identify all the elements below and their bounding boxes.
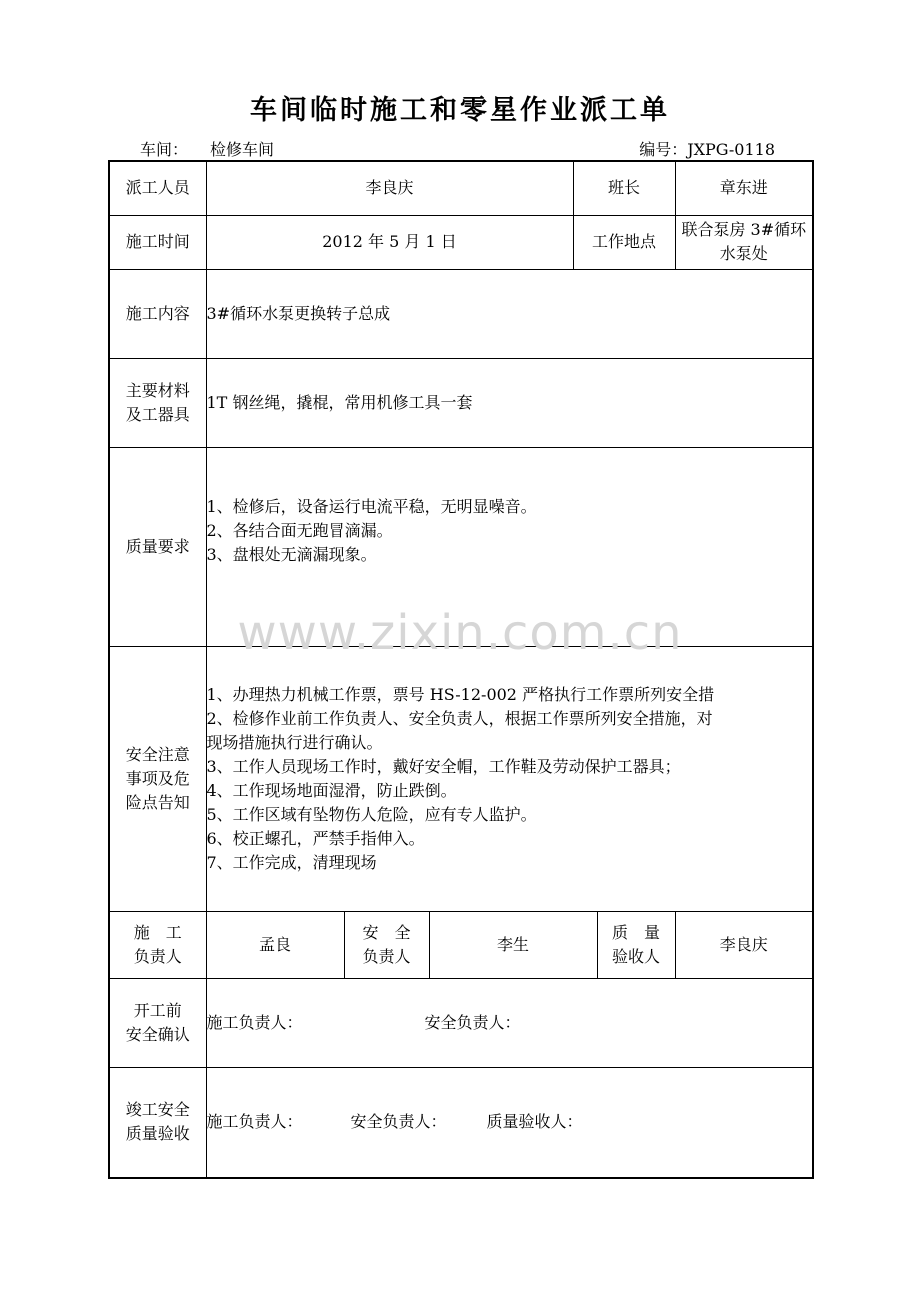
construction-time-value: 2012 年 5 月 1 日 <box>206 215 573 269</box>
page-title: 车间临时施工和零星作业派工单 <box>250 95 670 126</box>
quality-inspector-value: 李良庆 <box>675 911 813 978</box>
row-completion <box>109 1067 813 1178</box>
dispatch-form-table <box>108 160 814 1179</box>
row-responsible <box>109 911 813 978</box>
safety-line: 6、校正螺孔，严禁手指伸入。 <box>206 828 425 848</box>
number-value: JXPG-0118 <box>687 140 775 159</box>
materials-value: 1T 钢丝绳，撬棍，常用机修工具一套 <box>206 358 813 447</box>
completion-safety-lead-field: 安全负责人： <box>350 1112 447 1132</box>
safety-line: 1、办理热力机械工作票，票号 HS-12-002 严格执行工作票所列安全措 <box>206 684 715 704</box>
workshop-value: 检修车间 <box>210 140 275 159</box>
completion-quality-inspector-field: 质量验收人： <box>486 1112 583 1132</box>
quality-inspector-label-line2: 验收人 <box>612 946 661 966</box>
row-time <box>109 215 813 269</box>
construction-lead-label <box>109 911 206 978</box>
row-content <box>109 269 813 358</box>
number-label: 编号： <box>639 140 688 159</box>
quality-inspector-label <box>597 911 675 978</box>
row-quality <box>109 447 813 646</box>
pre-start-label-line2: 安全确认 <box>125 1024 190 1044</box>
safety-label-line2: 事项及危 <box>125 768 190 788</box>
construction-lead-label-line2: 负责人 <box>133 946 182 966</box>
dispatcher-label: 派工人员 <box>109 161 206 215</box>
completion-signatures <box>206 1067 813 1178</box>
dispatcher-value: 李良庆 <box>206 161 573 215</box>
work-place-label: 工作地点 <box>573 215 675 269</box>
safety-notes-label <box>109 646 206 911</box>
work-place-value: 联合泵房 3#循环水泵处 <box>675 215 813 269</box>
safety-lead-value: 李生 <box>429 911 597 978</box>
workshop-info <box>140 137 274 160</box>
construction-lead-label-line1: 施 工 <box>133 922 182 942</box>
safety-notes-value <box>206 646 813 911</box>
pre-start-label <box>109 978 206 1067</box>
safety-line: 4、工作现场地面湿滑，防止跌倒。 <box>206 780 457 800</box>
completion-construction-lead-field: 施工负责人： <box>206 1112 303 1132</box>
quality-line: 1、检修后，设备运行电流平稳，无明显噪音。 <box>206 496 537 516</box>
completion-label-line2: 质量验收 <box>125 1124 190 1144</box>
materials-label-line1: 主要材料 <box>125 380 190 400</box>
safety-lead-label-line2: 负责人 <box>362 946 411 966</box>
quality-requirements-value <box>206 447 813 646</box>
pre-start-safety-lead-field: 安全负责人： <box>424 1012 521 1032</box>
row-safety <box>109 646 813 911</box>
team-leader-value: 章东进 <box>675 161 813 215</box>
quality-requirements-label: 质量要求 <box>109 447 206 646</box>
team-leader-label: 班长 <box>573 161 675 215</box>
row-materials <box>109 358 813 447</box>
safety-line: 3、工作人员现场工作时，戴好安全帽，工作鞋及劳动保护工器具； <box>206 756 681 776</box>
safety-line: 2、检修作业前工作负责人、安全负责人，根据工作票所列安全措施，对 <box>206 708 713 728</box>
safety-lead-label <box>344 911 429 978</box>
safety-label-line3: 险点告知 <box>125 792 190 812</box>
safety-line: 5、工作区域有坠物伤人危险，应有专人监护。 <box>206 804 537 824</box>
materials-label-line2: 及工器具 <box>125 404 190 424</box>
quality-line: 2、各结合面无跑冒滴漏。 <box>206 520 393 540</box>
pre-start-construction-lead-field: 施工负责人： <box>206 1012 303 1032</box>
completion-label-line1: 竣工安全 <box>125 1100 190 1120</box>
pre-start-label-line1: 开工前 <box>133 1000 182 1020</box>
safety-line: 现场措施执行进行确认。 <box>206 732 383 752</box>
watermark: www.zixin.com.cn <box>237 605 683 661</box>
safety-lead-label-line1: 安 全 <box>362 922 411 942</box>
completion-label <box>109 1067 206 1178</box>
construction-time-label: 施工时间 <box>109 215 206 269</box>
materials-label <box>109 358 206 447</box>
safety-label-line1: 安全注意 <box>125 744 190 764</box>
construction-content-value: 3#循环水泵更换转子总成 <box>206 269 813 358</box>
workshop-label: 车间： <box>140 140 189 159</box>
pre-start-signatures <box>206 978 813 1067</box>
quality-line: 3、盘根处无滴漏现象。 <box>206 544 377 564</box>
construction-lead-value: 孟良 <box>206 911 344 978</box>
construction-content-label: 施工内容 <box>109 269 206 358</box>
safety-line: 7、工作完成，清理现场 <box>206 852 377 872</box>
row-dispatcher <box>109 161 813 215</box>
quality-inspector-label-line1: 质 量 <box>612 922 661 942</box>
form-number <box>639 137 775 160</box>
row-pre-start <box>109 978 813 1067</box>
